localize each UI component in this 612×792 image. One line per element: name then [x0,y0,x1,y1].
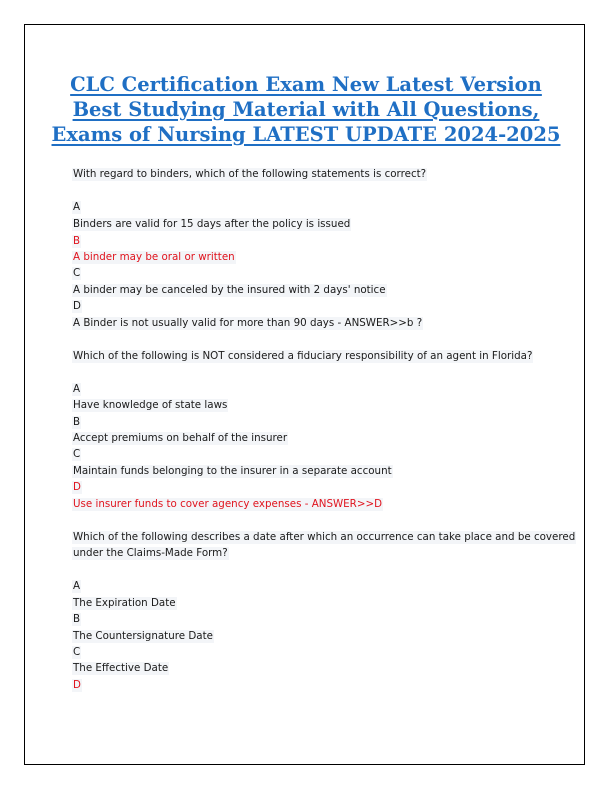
question-2-prompt: Which of the following is NOT considered a fiduciary responsibility of an agent in Florida? [73,350,533,362]
question-1-option-a-text: Binders are valid for 15 days after the policy is issued [73,218,351,230]
question-2-option-b-letter: B [73,416,81,428]
question-3-option-a-letter: A [73,580,81,592]
question-3-option-a-text: The Expiration Date [73,597,176,609]
title-line-2: Best Studying Material with All Questions, [72,98,540,121]
question-1-option-b-text: A binder may be oral or written [73,251,235,263]
question-2-option-a-text: Have knowledge of state laws [73,399,228,411]
question-1-option-c-text: A binder may be canceled by the insured with 2 days' notice [73,284,386,296]
question-3-option-c-text: The Effective Date [73,662,169,674]
question-1-option-d-text: A Binder is not usually valid for more than 90 days - ANSWER>>b ? [73,317,423,329]
question-3-option-c-letter: C [73,646,81,658]
question-1-option-a-letter: A [73,201,81,213]
question-2-option-b-text: Accept premiums on behalf of the insurer [73,432,288,444]
question-1-option-b-letter: B [73,235,81,247]
question-3-option-d-letter: D [73,679,81,691]
document-title [36,72,576,147]
question-2-option-c-text: Maintain funds belonging to the insurer in a separate account [73,465,392,477]
question-1-option-d-letter: D [73,300,81,312]
title-line-1: CLC Certification Exam New Latest Version [70,73,542,96]
question-3-prompt-line-1: Which of the following describes a date after which an occurrence can take place and be covered [73,531,576,543]
question-2-option-d-text: Use insurer funds to cover agency expenses - ANSWER>>D [73,498,383,510]
question-2-option-c-letter: C [73,448,81,460]
question-2-option-a-letter: A [73,383,81,395]
question-3-prompt-line-2: under the Claims-Made Form? [73,547,228,559]
question-3-option-b-letter: B [73,613,81,625]
question-3-option-b-text: The Countersignature Date [73,630,213,642]
title-line-3: Exams of Nursing LATEST UPDATE 2024-2025 [51,123,561,146]
question-1-option-c-letter: C [73,267,81,279]
question-2-option-d-letter: D [73,481,81,493]
question-1-prompt: With regard to binders, which of the following statements is correct? [73,168,427,180]
